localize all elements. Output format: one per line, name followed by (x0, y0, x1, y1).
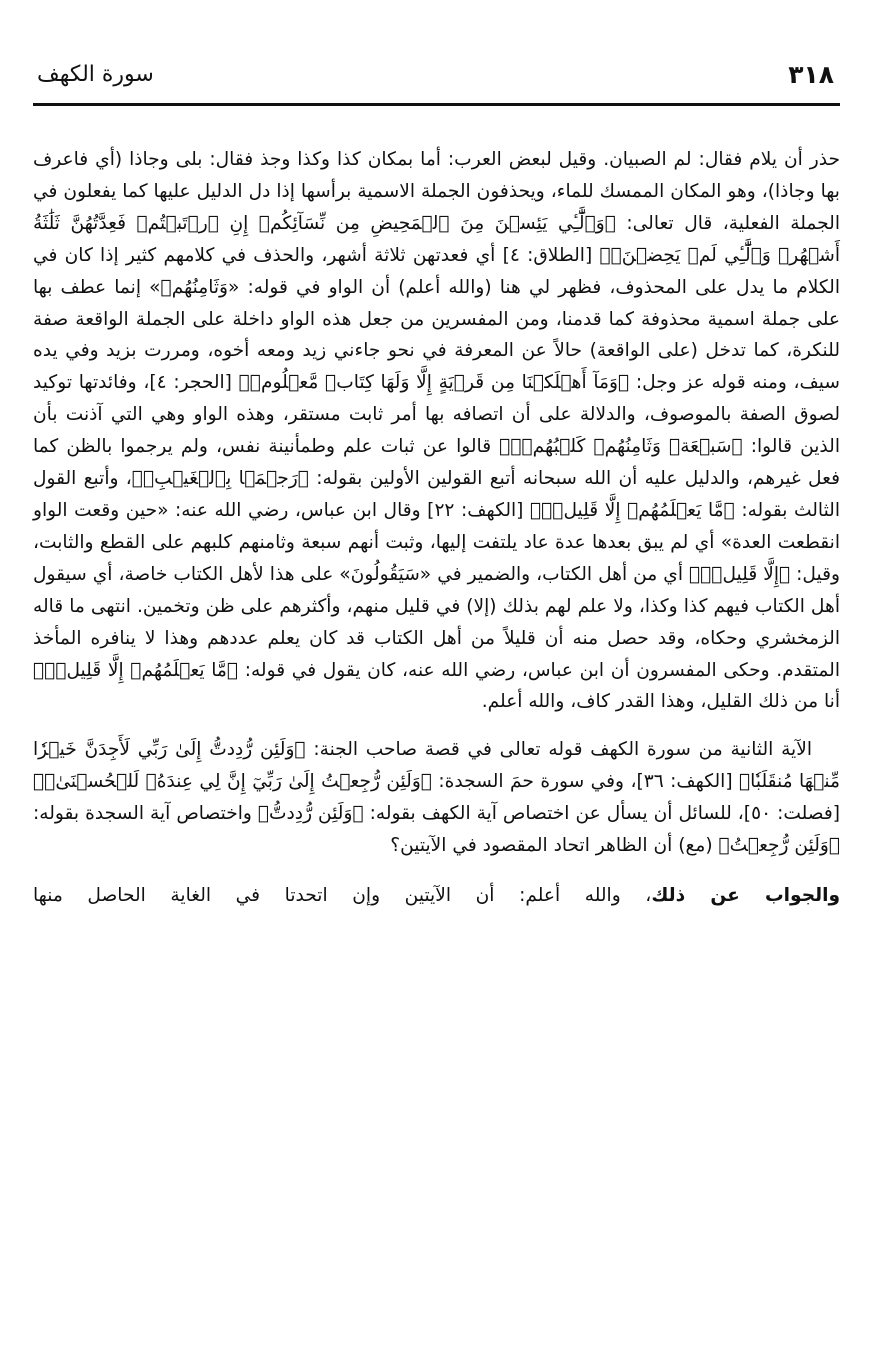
page-header (33, 58, 840, 98)
running-title: سورة الكهف (37, 62, 154, 87)
answer-text: ، والله أعلم: أن الآيتين وإن اتحدتا في الغاية الحاصل منها (33, 884, 652, 906)
page-body (33, 144, 840, 912)
header-divider (33, 103, 840, 106)
paragraph-2: الآية الثانية من سورة الكهف قوله تعالى في قصة صاحب الجنة: ﴿وَلَئِن رُّدِدتُّ إِلَىٰ رَبِّي لَأَجِدَنَّ خَيۡرٗا مِّنۡهَا مُنقَلَبٗا﴾ [الكهف: ٣٦]، وفي سورة حمَ السجدة: ﴿وَلَئِن رُّجِعۡتُ إِلَىٰ رَبِّيٓ إِنَّ لِي عِندَهُۥ لَلۡحُسۡنَىٰۚ﴾ [فصلت: ٥٠]، للسائل أن يسأل عن اختصاص آية الكهف بقوله: ﴿وَلَئِن رُّدِدتُّ﴾ واختصاص آية السجدة بقوله: ﴿وَلَئِن رُّجِعۡتُ﴾ (مع) أن الظاهر اتحاد المقصود في الآيتين؟ (33, 739, 841, 857)
paragraph-1: حذر أن يلام فقال: لم الصبيان. وقيل لبعض العرب: أما بمكان كذا وكذا وجذ فقال: بلى وجاذا (أي فاعرف بها وجاذا)، وهو المكان الممسك للماء، ويحذفون الجملة الاسمية برأسها إذا دل الدليل عليها كما يفعلون في الجملة الفعلية، قال تعالى: ﴿وَٱلَّٰٓـِٔي يَئِسۡنَ مِنَ ٱلۡمَحِيضِ مِن نِّسَآئِكُمۡ إِنِ ٱرۡتَبۡتُمۡ فَعِدَّتُهُنَّ ثَلَٰثَةُ أَشۡهُرٖ وَٱلَّٰٓـِٔي لَمۡ يَحِضۡنَۚ﴾ [الطلاق: ٤] أي فعدتهن ثلاثة أشهر، والحذف في كلامهم كثير إذا كان في الكلام ما يدل على المحذوف، فظهر لي هنا (والله أعلم) أن الواو في قوله: «وَثَامِنُهُمۡ» إنما عطف بها على جملة اسمية محذوفة كما قدمنا، ومن المفسرين من جعل هذه الواو داخلة على الجملة الواقعة صفة للنكرة، كما تدخل (على الواقعة) حالاً عن المعرفة في نحو جاءني زيد ومعه أخوه، ومررت بزيد وفي يده سيف، ومنه قوله عز وجل: ﴿وَمَآ أَهۡلَكۡنَا مِن قَرۡيَةٍ إِلَّا وَلَهَا كِتَابٞ مَّعۡلُومٞ﴾ [الحجر: ٤]، وفائدتها توكيد لصوق الصفة بالموصوف، والدلالة على أن اتصافه بها أمر ثابت مستقر، وهذه الواو وهي التي آذنت بأن الذين قالوا: ﴿سَبۡعَةٞ وَثَامِنُهُمۡ كَلۡبُهُمۡۚ﴾ قالوا عن ثبات علم وطمأنينة نفس، ولم يرجموا بالظن كما فعل غيرهم، والدليل عليه أن الله سبحانه أتبع القولين الأولين بقوله: ﴿رَجۡمَۢا بِٱلۡغَيۡبِۖ﴾، وأتبع القول الثالث بقوله: ﴿مَّا يَعۡلَمُهُمۡ إِلَّا قَلِيلٞۗ﴾ [الكهف: ٢٢] وقال ابن عباس، رضي الله عنه: «حين وقعت الواو انقطعت العدة» أي لم يبق بعدها عدة عاد يلتفت إليها، وثبت أنهم سبعة وثامنهم كلبهم على القطع والثابت، وقيل: ﴿إِلَّا قَلِيلٞۗ﴾ أي من أهل الكتاب، والضمير في «سَيَقُولُونَ» على هذا لأهل الكتاب خاصة، أي سيقول أهل الكتاب فيهم كذا وكذا، ولا علم لهم بذلك (إلا) في قليل منهم، وأكثرهم على ظن وتخمين. انتهى ما قاله الزمخشري وحكاه، وقد حصل منه أن قليلاً من أهل الكتاب قد كان يعلم عددهم وهذا لا ينافره المأخذ المتقدم. وحكى المفسرون أن ابن عباس، رضي الله عنه، كان يقول في قوله: ﴿مَّا يَعۡلَمُهُمۡ إِلَّا قَلِيلٞۗ﴾ أنا من ذلك القليل، وهذا القدر كاف، والله أعلم. (33, 149, 841, 713)
answer-lead: والجواب عن ذلك (651, 884, 841, 906)
paragraph-3 (33, 880, 840, 912)
page-number: ٣١٨ (788, 60, 834, 89)
